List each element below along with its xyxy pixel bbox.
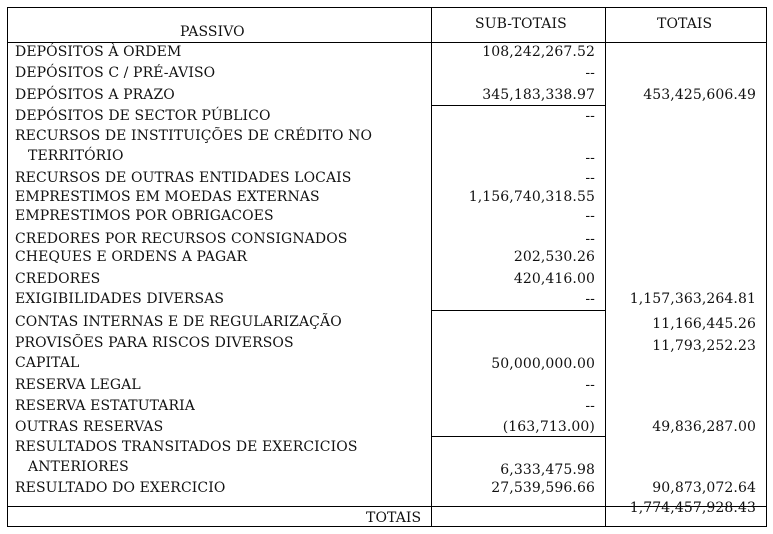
header-passivo: PASSIVO (180, 24, 245, 40)
header-totais: TOTAIS (657, 16, 713, 32)
row-subtotal: -- (585, 231, 595, 247)
row-subtotal: -- (585, 150, 595, 166)
row-total: 453,425,606.49 (643, 87, 756, 103)
row-subtotal: -- (585, 65, 595, 81)
row-subtotal: (163,713.00) (502, 419, 595, 435)
row-subtotal: -- (585, 398, 595, 414)
row-label: CREDORES (15, 271, 101, 287)
row-label-continued: ANTERIORES (28, 459, 129, 475)
row-label: CHEQUES E ORDENS A PAGAR (15, 249, 248, 265)
footer-grand-total: 1,774,457,928.43 (629, 500, 756, 516)
row-subtotal: -- (585, 208, 595, 224)
row-label: EMPRESTIMOS EM MOEDAS EXTERNAS (15, 189, 320, 205)
row-total: 1,157,363,264.81 (629, 291, 756, 307)
column-divider-sub (431, 7, 432, 527)
row-subtotal: 420,416.00 (513, 271, 595, 287)
row-label: DEPÓSITOS A PRAZO (15, 87, 175, 103)
row-label: RESERVA ESTATUTARIA (15, 398, 195, 414)
row-label: RECURSOS DE INSTITUIÇÕES DE CRÉDITO NO (15, 128, 373, 144)
header-subtotais: SUB-TOTAIS (475, 16, 567, 32)
row-subtotal: 27,539,596.66 (491, 480, 595, 496)
column-divider-total (605, 7, 606, 527)
table-border-left (7, 7, 8, 527)
row-subtotal: 50,000,000.00 (491, 356, 595, 372)
sub-group-line (431, 310, 606, 311)
row-subtotal: -- (585, 291, 595, 307)
sub-group-line (431, 105, 606, 106)
header-divider (7, 42, 767, 43)
row-subtotal: 108,242,267.52 (482, 44, 595, 60)
sub-group-line (431, 436, 606, 437)
row-label-continued: TERRITÓRIO (28, 148, 124, 164)
row-subtotal: -- (585, 377, 595, 393)
row-subtotal: 6,333,475.98 (500, 462, 595, 478)
row-label: PROVISÕES PARA RISCOS DIVERSOS (15, 335, 294, 351)
row-label: CREDORES POR RECURSOS CONSIGNADOS (15, 231, 348, 247)
row-label: DEPÓSITOS À ORDEM (15, 44, 182, 60)
row-label: RESULTADOS TRANSITADOS DE EXERCICIOS (15, 439, 358, 455)
footer-totais-label: TOTAIS (366, 510, 422, 526)
row-total: 90,873,072.64 (652, 480, 756, 496)
row-total: 49,836,287.00 (652, 419, 756, 435)
row-label: DEPÓSITOS C / PRÉ-AVISO (15, 65, 216, 81)
table-border-bottom (7, 526, 767, 527)
table-border-top (7, 7, 767, 8)
row-label: DEPÓSITOS DE SECTOR PÚBLICO (15, 108, 271, 124)
row-total: 11,793,252.23 (652, 338, 756, 354)
row-label: RECURSOS DE OUTRAS ENTIDADES LOCAIS (15, 170, 352, 186)
row-total: 11,166,445.26 (652, 316, 756, 332)
row-label: RESULTADO DO EXERCICIO (15, 480, 226, 496)
row-label: EXIGIBILIDADES DIVERSAS (15, 291, 225, 307)
row-label: CONTAS INTERNAS E DE REGULARIZAÇÃO (15, 314, 342, 330)
row-subtotal: -- (585, 108, 595, 124)
row-label: OUTRAS RESERVAS (15, 419, 164, 435)
row-label: EMPRESTIMOS POR OBRIGACOES (15, 208, 274, 224)
row-subtotal: 1,156,740,318.55 (468, 189, 595, 205)
row-subtotal: -- (585, 170, 595, 186)
row-subtotal: 345,183,338.97 (482, 87, 595, 103)
row-label: RESERVA LEGAL (15, 377, 141, 393)
table-border-right (766, 7, 767, 527)
row-subtotal: 202,530.26 (513, 249, 595, 265)
row-label: CAPITAL (15, 355, 80, 371)
